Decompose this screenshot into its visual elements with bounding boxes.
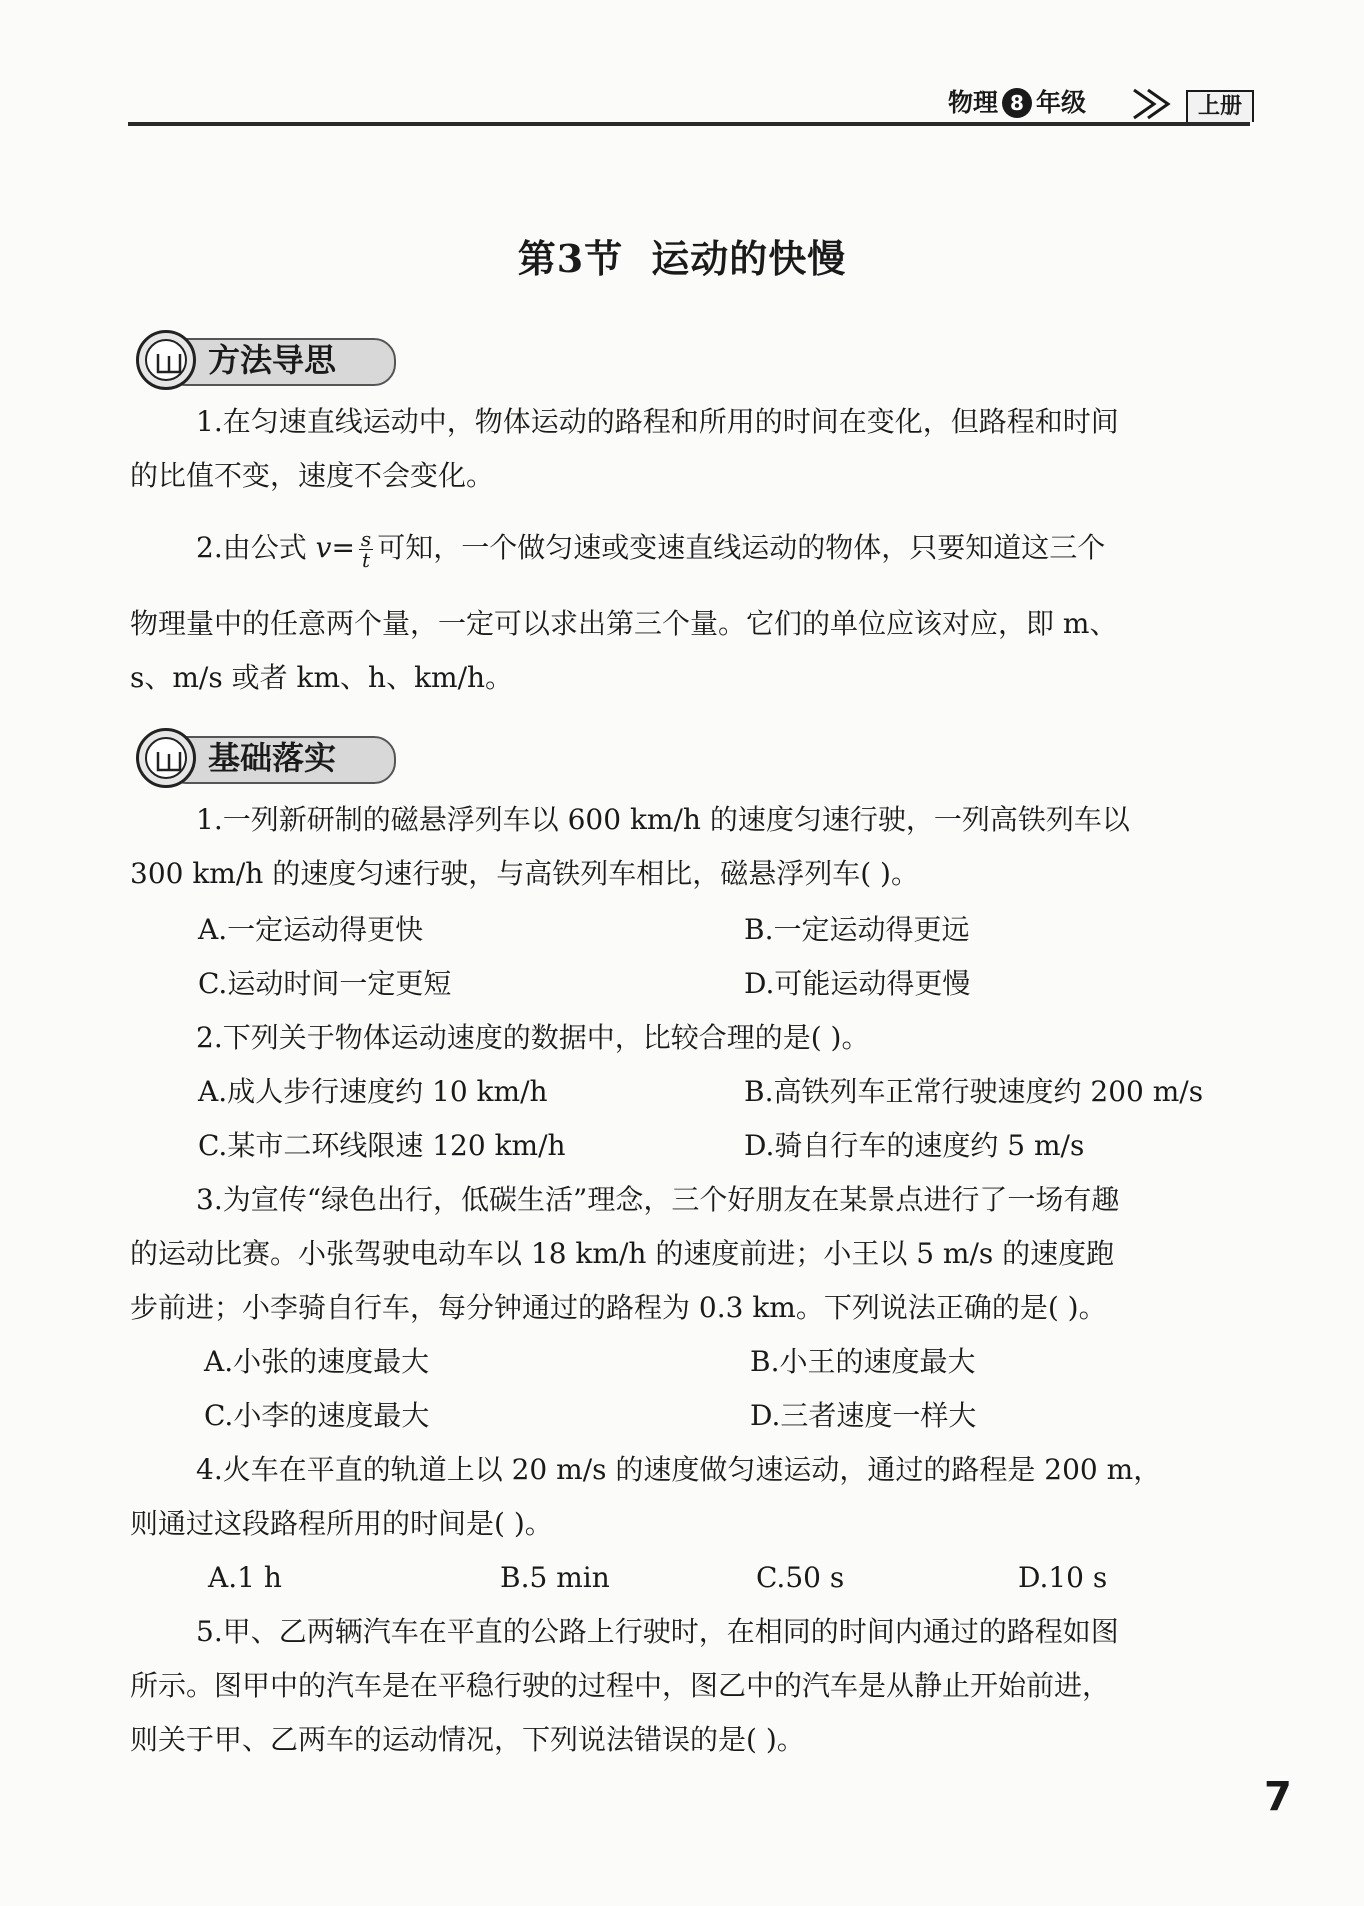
- basics-section-label: 基础落实: [208, 739, 337, 777]
- q1-option-c: C.运动时间一定更短: [198, 967, 452, 1000]
- header-rule: [128, 122, 1250, 126]
- q5-line3: 则关于甲、乙两车的运动情况，下列说法错误的是( )。: [130, 1723, 805, 1756]
- q4-option-d: D.10 s: [1018, 1561, 1108, 1594]
- section-title: [0, 228, 1364, 283]
- method-p2-line2: 物理量中的任意两个量，一定可以求出第三个量。它们的单位应该对应，即 m、: [130, 607, 1118, 640]
- running-header: [128, 86, 1250, 126]
- q4-option-c: C.50 s: [756, 1561, 845, 1594]
- section-name: 运动的快慢: [651, 236, 847, 281]
- q1-option-b: B.一定运动得更远: [744, 913, 970, 946]
- q3-line3: 步前进；小李骑自行车，每分钟通过的路程为 0.3 km。下列说法正确的是( )。: [130, 1291, 1107, 1324]
- method-section-badge: [136, 330, 396, 390]
- q2-option-d: D.骑自行车的速度约 5 m/s: [744, 1129, 1085, 1162]
- q4-line1: 4.火车在平直的轨道上以 20 m/s 的速度做匀速运动，通过的路程是 200 m，: [196, 1453, 1162, 1486]
- grade-suffix: 年级: [1036, 88, 1087, 117]
- q3-option-a: A.小张的速度最大: [204, 1345, 430, 1378]
- method-section-label: 方法导思: [208, 341, 337, 379]
- header-subject: [948, 86, 1086, 120]
- page-number: 7: [1264, 1774, 1292, 1820]
- q2-option-b: B.高铁列车正常行驶速度约 200 m/s: [744, 1075, 1204, 1108]
- q5-line1: 5.甲、乙两辆汽车在平直的公路上行驶时，在相同的时间内通过的路程如图: [196, 1615, 1119, 1648]
- double-chevron-icon: [1128, 84, 1188, 124]
- formula-v: v: [315, 531, 332, 564]
- q3-line1: 3.为宣传“绿色出行，低碳生活”理念，三个好朋友在某景点进行了一场有趣: [196, 1183, 1120, 1216]
- q1-option-a: A.一定运动得更快: [198, 913, 424, 946]
- section-number: 第3节: [517, 236, 624, 281]
- basics-section-badge: [136, 728, 396, 788]
- q2-option-a: A.成人步行速度约 10 km/h: [198, 1075, 548, 1108]
- q2-option-c: C.某市二环线限速 120 km/h: [198, 1129, 566, 1162]
- q1-option-d: D.可能运动得更慢: [744, 967, 971, 1000]
- q2-line1: 2.下列关于物体运动速度的数据中，比较合理的是( )。: [196, 1021, 870, 1054]
- q4-option-a: A.1 h: [208, 1561, 282, 1594]
- method-p2-line1: 2.由公式 v= $\frac{s}{t}$ 可知，一个做匀速或变速直线运动的物体，只要知道这三个: [196, 527, 1106, 572]
- q1-line2: 300 km/h 的速度匀速行驶，与高铁列车相比，磁悬浮列车( )。: [130, 857, 919, 890]
- q3-option-b: B.小王的速度最大: [750, 1345, 976, 1378]
- grade-badge: 8: [1002, 88, 1032, 118]
- subject-label: 物理: [948, 88, 999, 117]
- q1-line1: 1.一列新研制的磁悬浮列车以 600 km/h 的速度匀速行驶，一列高铁列车以: [196, 803, 1130, 836]
- formula-fraction: $\frac{s}{t}$: [360, 527, 372, 572]
- q4-option-b: B.5 min: [500, 1561, 610, 1594]
- book-icon: [136, 728, 196, 788]
- method-p2-line3: s、m/s 或者 km、h、km/h。: [130, 661, 514, 694]
- q3-option-c: C.小李的速度最大: [204, 1399, 430, 1432]
- method-p1-line1: 1.在匀速直线运动中，物体运动的路程和所用的时间在变化，但路程和时间: [196, 405, 1119, 438]
- book-volume-tab: 上册: [1186, 90, 1254, 122]
- book-icon: [136, 330, 196, 390]
- q3-option-d: D.三者速度一样大: [750, 1399, 977, 1432]
- q5-line2: 所示。图甲中的汽车是在平稳行驶的过程中，图乙中的汽车是从静止开始前进，: [130, 1669, 1111, 1702]
- method-p1-line2: 的比值不变，速度不会变化。: [130, 459, 495, 492]
- q4-line2: 则通过这段路程所用的时间是( )。: [130, 1507, 553, 1540]
- q3-line2: 的运动比赛。小张驾驶电动车以 18 km/h 的速度前进；小王以 5 m/s 的速度跑: [130, 1237, 1115, 1270]
